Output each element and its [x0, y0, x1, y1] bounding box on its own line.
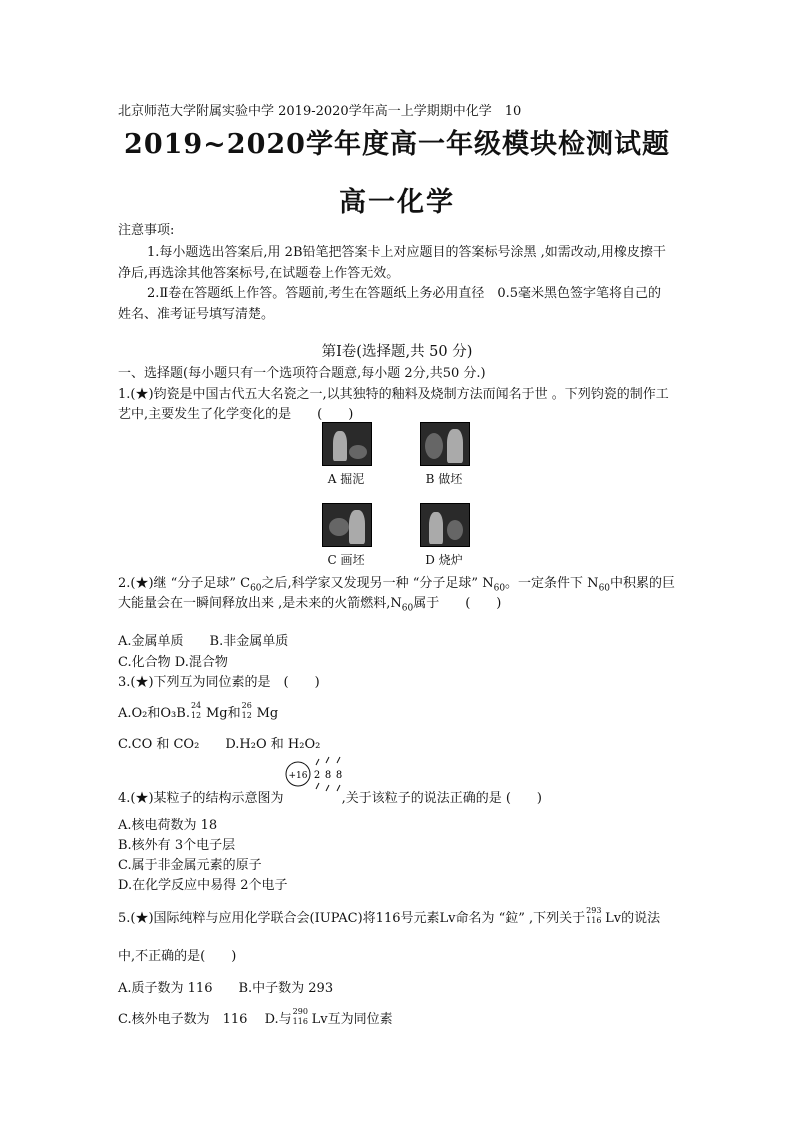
- photo-digging-clay: [322, 422, 372, 466]
- page-title: 2019~2020学年度高一年级模块检测试题: [124, 129, 670, 160]
- q5-option-d-pre: D.与: [264, 1012, 292, 1027]
- q5-options-ab: A.质子数为 116 B.中子数为 293: [118, 981, 334, 996]
- q5-line-2: 中,不正确的是( ): [118, 949, 237, 964]
- photo-painting-blank: [322, 503, 372, 547]
- q2-line-2: 大能量会在一瞬间释放出来 ,是未来的火箭燃料$,N_{60}$属于 ( ): [118, 596, 502, 614]
- q2-options-ab: A.金属单质 B.非金属单质: [118, 634, 289, 649]
- q1-caption-d: D 烧炉: [425, 553, 463, 567]
- q4-option-c: C.属于非金属元素的原子: [118, 858, 262, 873]
- lv290-isotope: 290 116: [292, 1006, 308, 1026]
- notes-heading: 注意事项:: [118, 223, 175, 238]
- q5-options-cd: [118, 1008, 393, 1027]
- q5-option-c: C.核外电子数为 116: [118, 1012, 248, 1027]
- shell-1-count: 2: [313, 770, 321, 781]
- q4-stem: [118, 787, 542, 806]
- q4-stem-pre: 4.(★)某粒子的结构示意图为: [118, 791, 284, 806]
- q5-stem: [118, 907, 660, 926]
- note-2-line-1: 2.Ⅱ卷在答题纸上作答。答题前,考生在答题纸上务必用直径 0.5毫米黑色签字笔将自己的: [147, 286, 662, 301]
- q3-options-cd: [118, 733, 320, 752]
- q3-stem: 3.(★)下列互为同位素的是 ( ): [118, 675, 320, 690]
- lv-symbol-1: Lv: [605, 911, 622, 926]
- section-title: 第Ⅰ卷(选择题,共 50 分): [321, 344, 473, 360]
- q5-stem-post: 的说法: [621, 911, 661, 926]
- photo-firing-kiln: [420, 503, 470, 547]
- lv-symbol-2: Lv: [311, 1012, 328, 1027]
- note-1-line-1: 1.每小题选出答案后,用 2B铅笔把答案卡上对应题目的答案标号涂黑 ,如需改动,用橡皮擦干: [147, 245, 666, 260]
- source-line: 北京师范大学附属实验中学 2019-2020学年高一上学期期中化学 10: [118, 104, 522, 119]
- mg26-isotope: 26 12: [241, 700, 252, 720]
- note-2-line-2: 姓名、准考证号填写清楚。: [118, 307, 275, 322]
- q4-option-d: D.在化学反应中易得 2个电子: [118, 878, 288, 893]
- q5-stem-pre: 5.(★)国际纯粹与应用化学联合会(IUPAC)将116号元素Lv命名为 “鉝” ,下列关于: [118, 911, 586, 926]
- q2-line-1: 2.(★)继 “分子足球” $C_{60}$之后,科学家又发现另一种 “分子足球” $N_{60}$。一定条件下 $N_{60}$中积累的巨: [118, 576, 676, 594]
- q1-caption-b: B 做坯: [425, 472, 463, 486]
- mg-symbol-2: Mg: [256, 706, 279, 721]
- q3-and: 和: [227, 706, 241, 721]
- q3-option-b-prefix: B.: [176, 706, 190, 721]
- q3-options-ab: [118, 702, 278, 721]
- page-subtitle: 高一化学: [339, 187, 455, 218]
- shell-2-count: 8: [324, 770, 332, 781]
- q3-option-a: A.O₂和O₃: [118, 706, 177, 721]
- q4-option-a: A.核电荷数为 18: [118, 818, 218, 833]
- nucleus-charge: +16: [288, 771, 308, 781]
- mg24-isotope: 24 12: [190, 700, 202, 720]
- q5-option-d-post: 互为同位素: [327, 1012, 393, 1027]
- q1-line-1: 1.(★)钧瓷是中国古代五大名瓷之一,以其独特的釉料及烧制方法而闻名于世 。下列钧瓷的制作工: [118, 387, 669, 402]
- note-1-line-2: 净后,再选涂其他答案标号,在试题卷上作答无效。: [118, 266, 400, 281]
- q2-options-cd: C.化合物 D.混合物: [118, 655, 228, 670]
- q3-option-c: C.CO 和 CO₂: [118, 737, 200, 752]
- q1-caption-c: C 画坯: [327, 553, 365, 567]
- lv293-isotope: 293 116: [586, 905, 602, 925]
- q3-option-d: D.H₂O 和 H₂O₂: [225, 737, 321, 752]
- q1-line-2: 艺中,主要发生了化学变化的是 ( ): [118, 407, 354, 422]
- q1-caption-a: A 掘泥: [327, 472, 365, 486]
- section-intro: 一、选择题(每小题只有一个选项符合题意,每小题 2分,共50 分.): [118, 366, 486, 381]
- q4-option-b: B.核外有 3个电子层: [118, 838, 236, 853]
- shell-3-count: 8: [335, 770, 343, 781]
- photo-making-blank: [420, 422, 470, 466]
- q4-stem-post: ,关于该粒子的说法正确的是 ( ): [341, 791, 542, 806]
- mg-symbol-1: Mg: [205, 706, 228, 721]
